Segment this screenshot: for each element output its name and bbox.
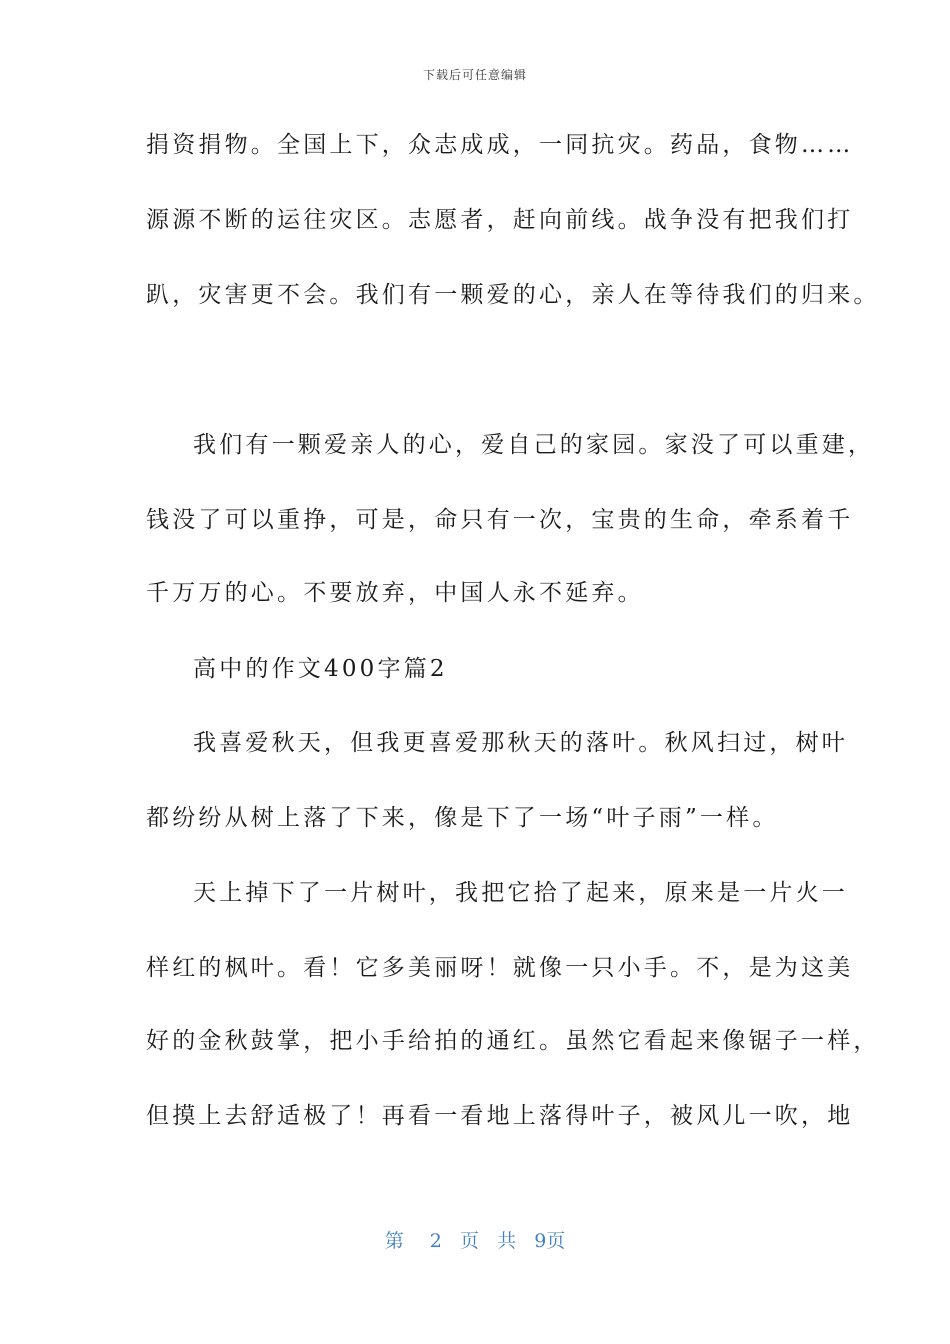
section-heading: 高中的作文400字篇2 bbox=[193, 656, 448, 682]
paragraph-line: 源源不断的运往灾区。志愿者，赶向前线。战争没有把我们打 bbox=[146, 207, 854, 233]
paragraph-line: 捐资捐物。全国上下，众志成成，一同抗灾。药品，食物…… bbox=[146, 132, 854, 158]
footer-label-di: 第 bbox=[384, 1230, 404, 1252]
footer-label-gong: 共 bbox=[497, 1230, 517, 1252]
paragraph-line: 钱没了可以重挣，可是，命只有一次，宝贵的生命，牵系着千 bbox=[146, 507, 854, 533]
paragraph-line: 趴，灾害更不会。我们有一颗爱的心，亲人在等待我们的归来。 bbox=[146, 282, 880, 308]
paragraph-line: 天上掉下了一片树叶，我把它拾了起来，原来是一片火一 bbox=[193, 880, 848, 906]
paragraph-line: 都纷纷从树上落了下来，像是下了一场“叶子雨”一样。 bbox=[146, 805, 779, 831]
header-note: 下载后可任意编辑 bbox=[422, 68, 527, 82]
footer-current-page: 2 bbox=[429, 1230, 442, 1252]
paragraph-line: 但摸上去舒适极了！再看一看地上落得叶子，被风儿一吹，地 bbox=[146, 1103, 854, 1129]
page-footer bbox=[0, 1226, 950, 1253]
footer-total-pages: 9页 bbox=[534, 1230, 566, 1252]
paragraph-line: 好的金秋鼓掌，把小手给拍的通红。虽然它看起来像锯子一样， bbox=[146, 1028, 880, 1054]
footer-label-ye: 页 bbox=[459, 1230, 479, 1252]
paragraph-line: 样红的枫叶。看！它多美丽呀！就像一只小手。不，是为这美 bbox=[146, 955, 854, 981]
paragraph-line: 千万万的心。不要放弃，中国人永不延弃。 bbox=[146, 580, 644, 606]
paragraph-line: 我们有一颗爱亲人的心，爱自己的家园。家没了可以重建， bbox=[193, 432, 875, 458]
paragraph-line: 我喜爱秋天，但我更喜爱那秋天的落叶。秋风扫过，树叶 bbox=[193, 730, 848, 756]
